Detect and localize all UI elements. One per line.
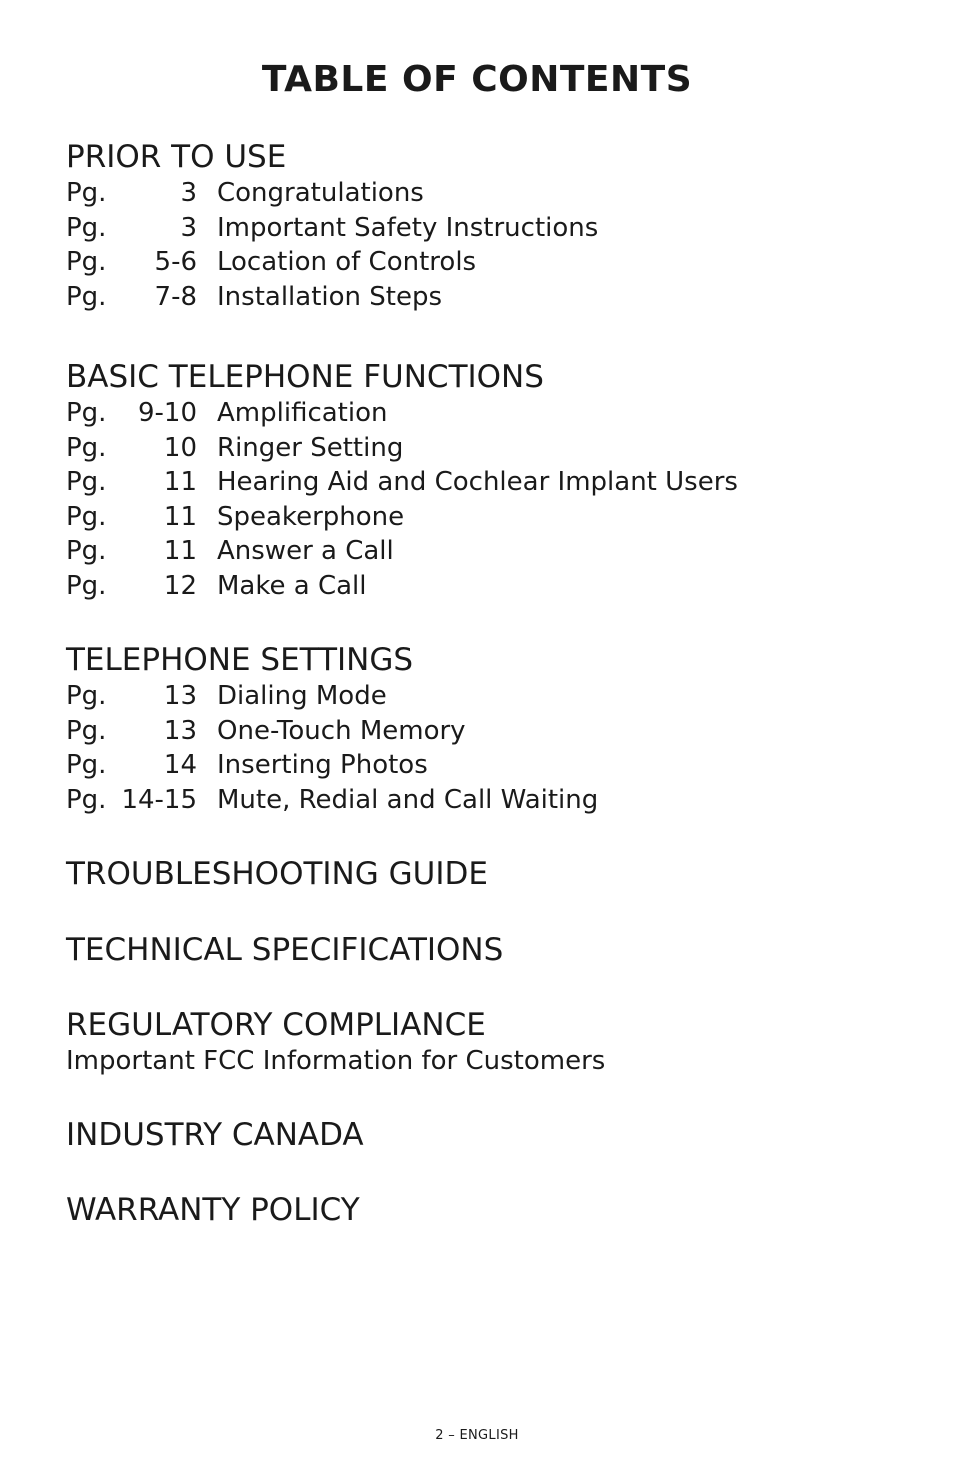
page-number: 11 (163, 536, 197, 567)
toc-entry (66, 211, 906, 246)
page-prefix: Pg. (66, 212, 107, 243)
toc-section-warranty-policy (66, 1191, 906, 1229)
toc-entry (66, 280, 906, 315)
toc-entry (66, 465, 906, 500)
page-prefix: Pg. (66, 501, 107, 532)
topic-title: Congratulations (217, 178, 424, 208)
toc-section-industry-canada (66, 1116, 906, 1154)
page-number: 13 (163, 681, 197, 711)
page-prefix: Pg. (66, 570, 107, 601)
page-prefix: Pg. (66, 247, 107, 278)
topic-title: Mute, Redial and Call Waiting (217, 784, 599, 815)
topic-title: Hearing Aid and Cochlear Implant Users (217, 467, 738, 498)
toc-entry (66, 431, 906, 466)
page-number: 11 (163, 467, 197, 498)
toc-section-regulatory-compliance (66, 1006, 906, 1078)
topic-title: Amplification (217, 398, 388, 428)
section-heading: PRIOR TO USE (66, 139, 287, 175)
page-number: 14-15 (121, 784, 197, 815)
page-prefix: Pg. (66, 681, 107, 711)
toc-entry (66, 176, 906, 211)
page-number: 11 (163, 501, 197, 532)
page-number: 7-8 (154, 281, 197, 312)
page-prefix: Pg. (66, 715, 107, 746)
page-number: 9-10 (137, 398, 197, 428)
toc-entry (66, 714, 906, 749)
page-number: 3 (180, 212, 197, 243)
topic-title: Ringer Setting (217, 432, 404, 463)
page-number: 13 (163, 715, 197, 746)
page-number: 5-6 (154, 247, 197, 278)
page-prefix: Pg. (66, 467, 107, 498)
toc-entry (66, 245, 906, 280)
section-heading: TELEPHONE SETTINGS (66, 642, 414, 678)
page-prefix: Pg. (66, 432, 107, 463)
topic-title: Installation Steps (217, 281, 443, 312)
page-number: 10 (163, 432, 197, 463)
page-prefix: Pg. (66, 784, 107, 815)
page-title: TABLE OF CONTENTS (261, 59, 693, 100)
page-number: 14 (163, 750, 197, 781)
topic-title: Make a Call (217, 570, 367, 601)
toc-entry (66, 679, 906, 714)
toc-entry (66, 534, 906, 569)
toc-section-technical-specifications (66, 931, 906, 969)
page-prefix: Pg. (66, 398, 107, 428)
page-prefix: Pg. (66, 536, 107, 567)
toc-section-telephone-settings (66, 641, 906, 817)
toc-section-troubleshooting-guide (66, 855, 906, 893)
topic-title: Inserting Photos (217, 750, 428, 781)
toc-entry (66, 569, 906, 604)
section-heading: REGULATORY COMPLIANCE (66, 1007, 486, 1043)
section-heading: TROUBLESHOOTING GUIDE (66, 856, 488, 892)
page-number: 3 (180, 178, 197, 208)
toc-entry (66, 748, 906, 783)
section-heading: WARRANTY POLICY (66, 1192, 360, 1228)
section-heading: BASIC TELEPHONE FUNCTIONS (66, 359, 544, 395)
topic-title: One-Touch Memory (217, 715, 466, 746)
topic-title: Location of Controls (217, 247, 477, 278)
section-heading: INDUSTRY CANADA (66, 1117, 364, 1153)
topic-title: Speakerphone (217, 501, 405, 532)
section-heading: TECHNICAL SPECIFICATIONS (66, 932, 504, 968)
page-footer: 2 – ENGLISH (435, 1428, 519, 1443)
topic-title: Answer a Call (217, 536, 394, 567)
page-prefix: Pg. (66, 281, 107, 312)
page-number: 12 (163, 570, 197, 601)
topic-title: Important Safety Instructions (217, 212, 599, 243)
toc-entry (66, 396, 906, 431)
page-prefix: Pg. (66, 750, 107, 781)
topic-title: Dialing Mode (217, 681, 387, 711)
toc-entry (66, 783, 906, 818)
section-subtext: Important FCC Information for Customers (66, 1046, 606, 1076)
toc-section-basic-telephone-functions (66, 358, 906, 604)
toc-entry (66, 500, 906, 535)
page-prefix: Pg. (66, 178, 107, 208)
toc-section-prior-to-use (66, 138, 906, 314)
